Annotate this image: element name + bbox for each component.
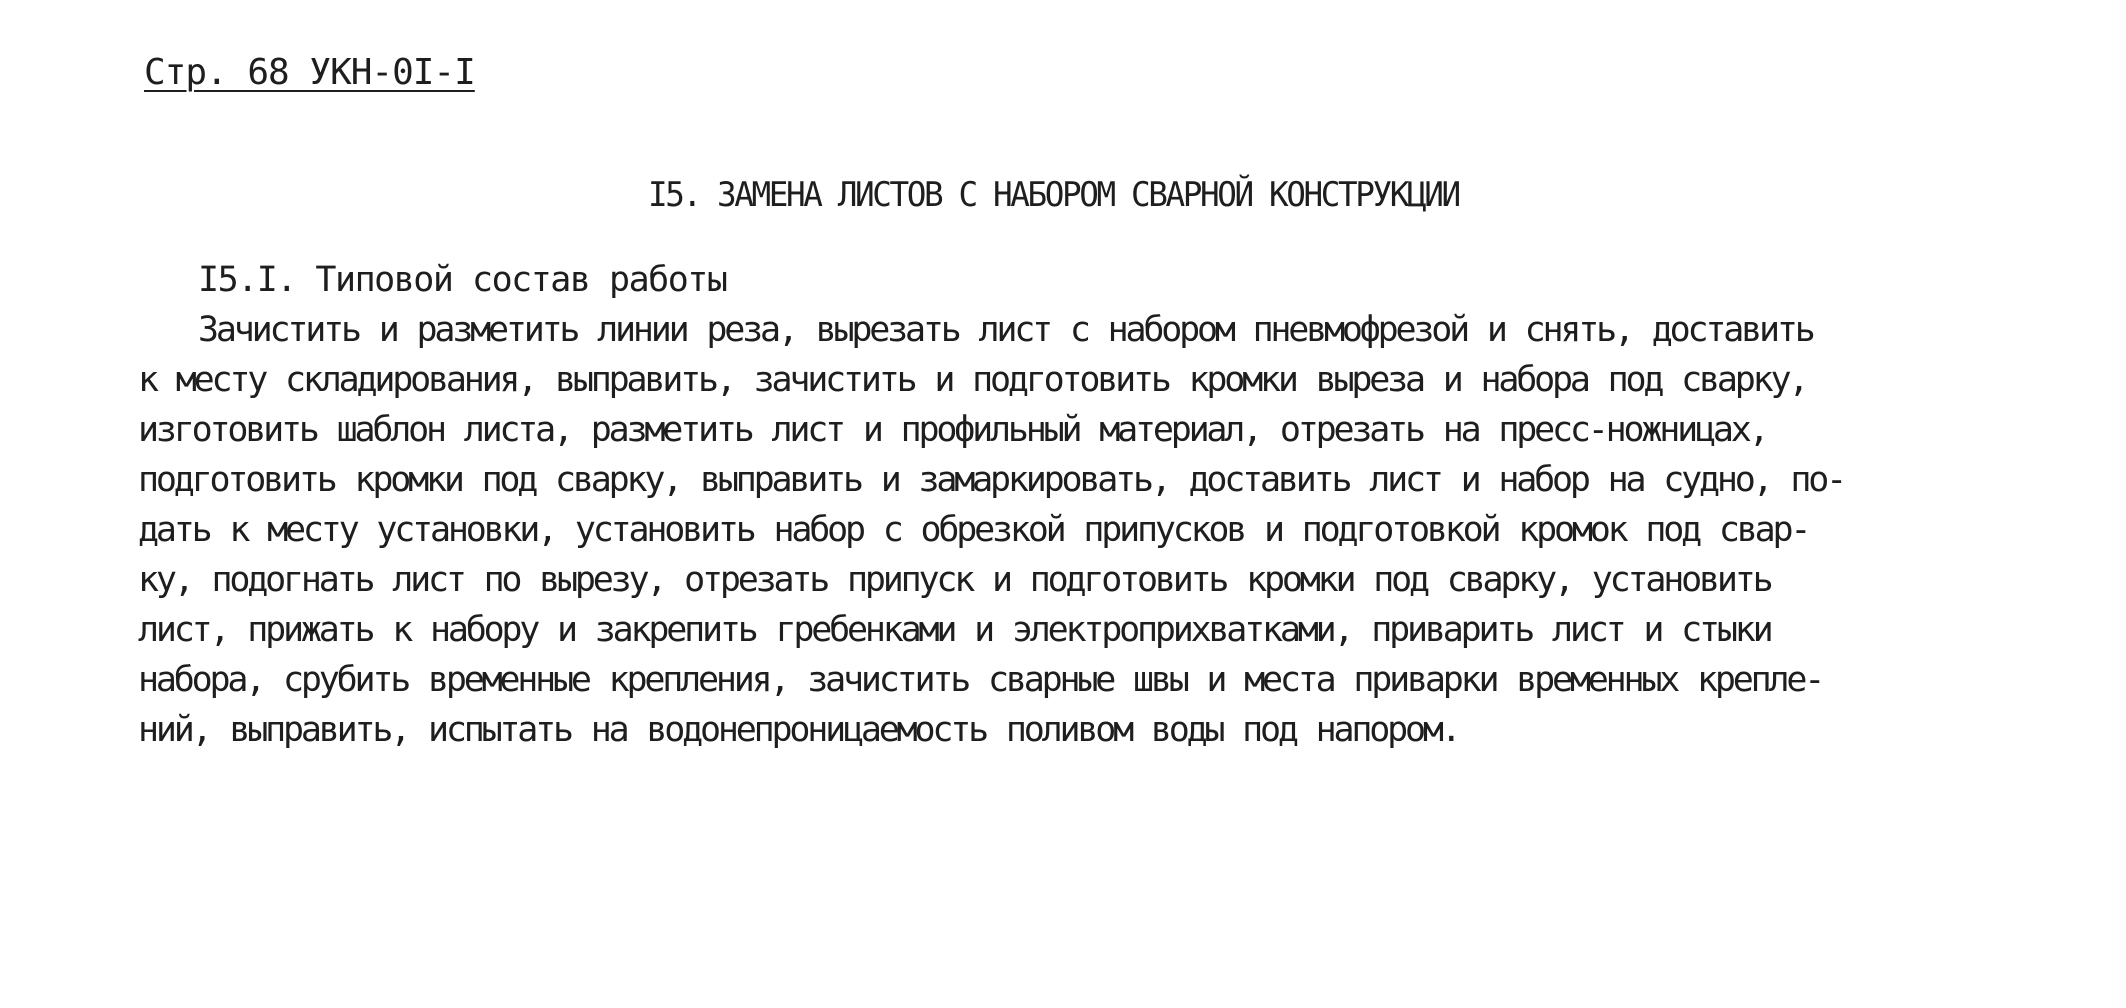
body-line: ний, выправить, испытать на водонепроницаемость поливом воды под напором. [138,710,1459,750]
body-line: набора, срубить временные крепления, зачистить сварные швы и места приварки временных крепле- [138,660,1823,700]
body-line: Зачистить и разметить линии реза, вырезать лист с набором пневмофрезой и снять, доставить [198,310,1813,350]
body-line: ку, подогнать лист по вырезу, отрезать припуск и подготовить кромки под сварку, установить [138,560,1771,600]
page-reference: Стр. 68 УКН-0I-I [144,52,475,93]
body-line: к месту складирования, выправить, зачистить и подготовить кромки выреза и набора под сварку, [138,360,1807,400]
work-description [138,305,2038,755]
body-line: лист, прижать к набору и закрепить гребенками и электроприхватками, приварить лист и стыки [138,610,1771,650]
subsection-title: I5.I. Типовой состав работы [198,260,727,300]
body-line: подготовить кромки под сварку, выправить и замаркировать, доставить лист и набор на судно, по- [138,460,1844,500]
body-line: дать к месту установки, установить набор с обрезкой припусков и подготовкой кромок под свар- [138,510,1809,550]
body-line: изготовить шаблон листа, разметить лист и профильный материал, отрезать на пресс-ножницах, [138,410,1767,450]
section-title: I5. ЗАМЕНА ЛИСТОВ С НАБОРОМ СВАРНОЙ КОНСТРУКЦИИ [648,175,1459,215]
